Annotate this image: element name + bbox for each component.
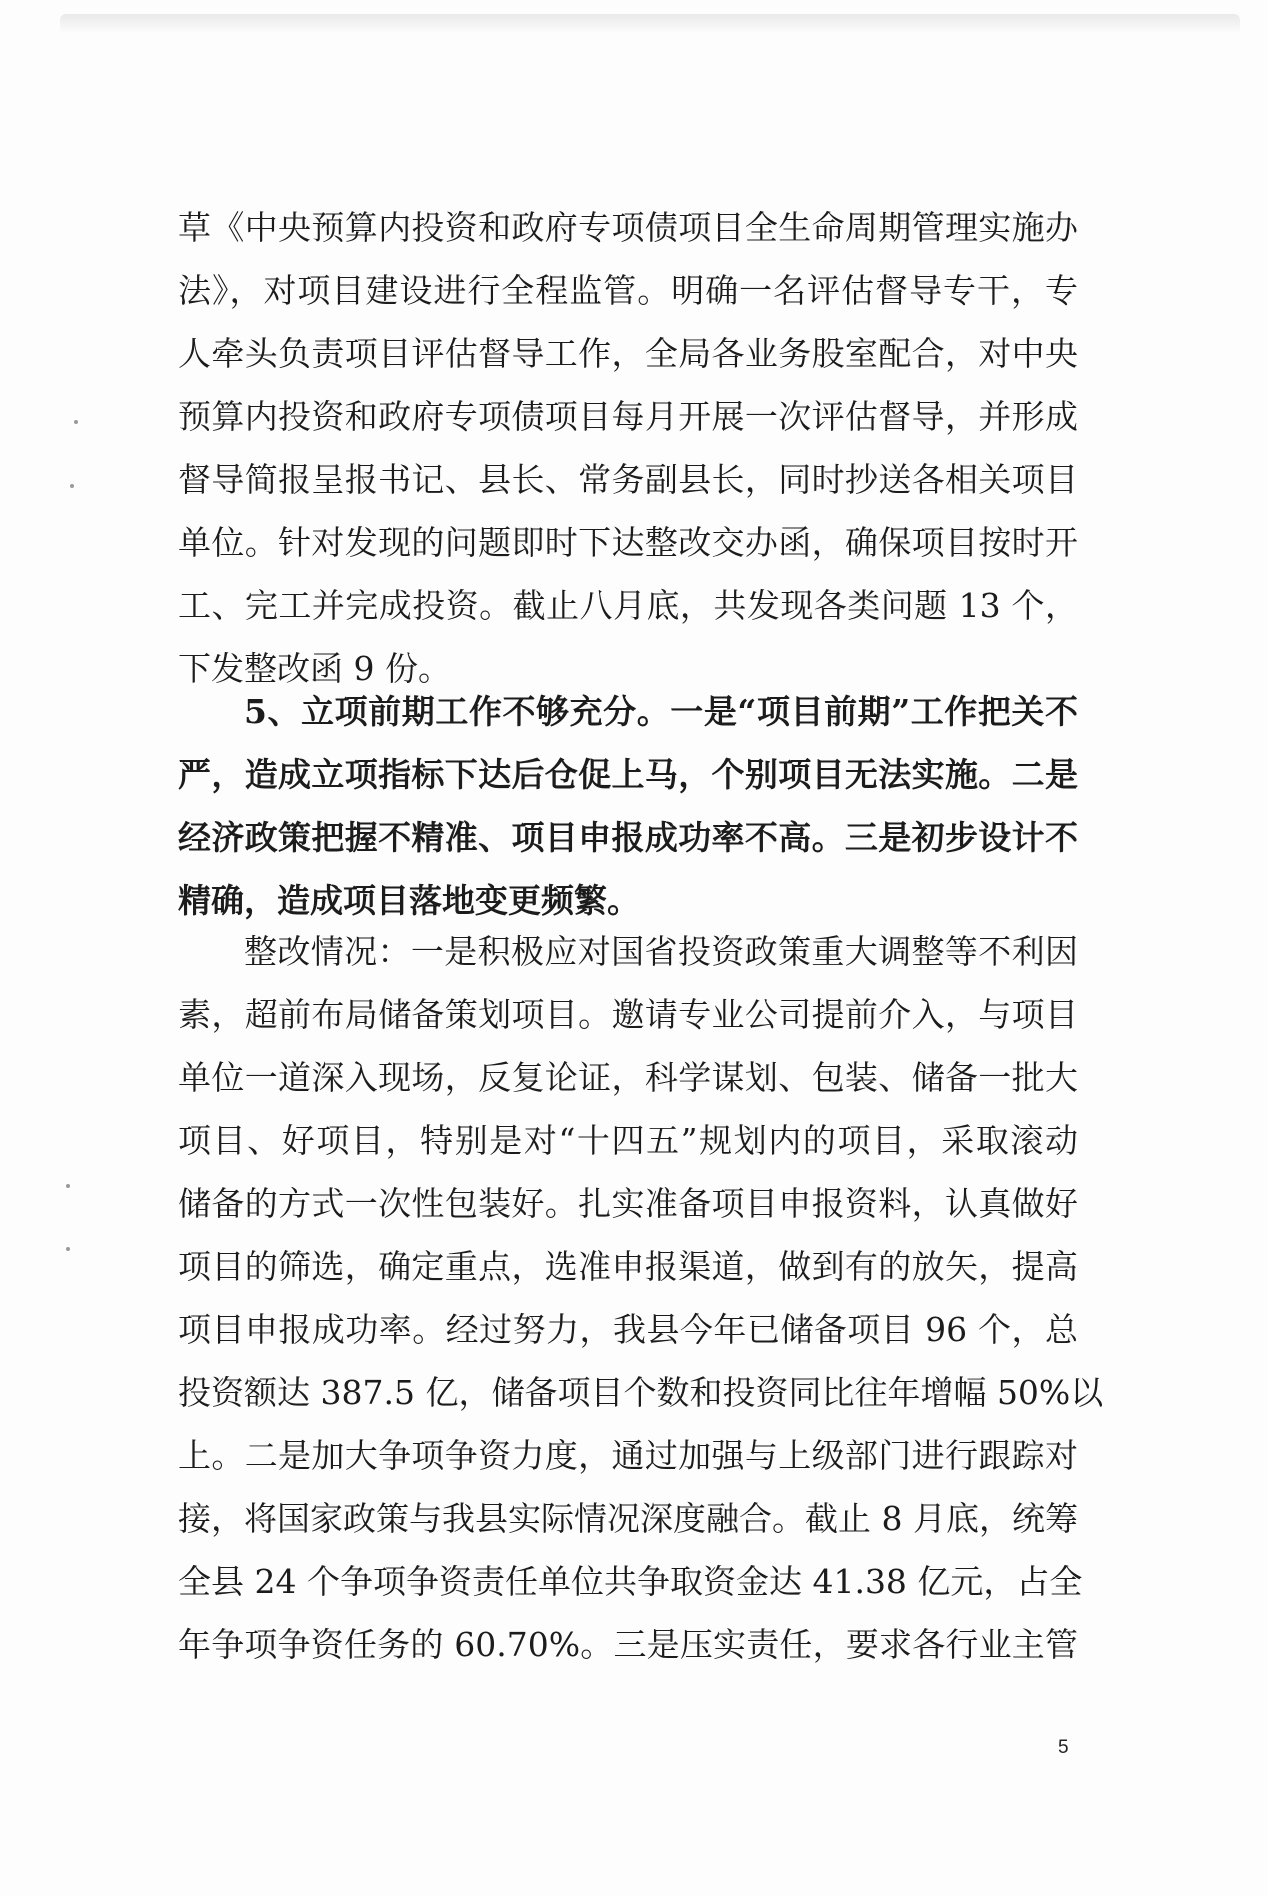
text-line: 草《中央预算内投资和政府专项债项目全生命周期管理实施办 bbox=[178, 208, 1078, 247]
text-line: 年争项争资任务的 60.70%。三是压实责任，要求各行业主管 bbox=[178, 1625, 1078, 1664]
text-line: 严，造成立项指标下达后仓促上马，个别项目无法实施。二是 bbox=[178, 755, 1078, 794]
text-line: 经济政策把握不精准、项目申报成功率不高。三是初步设计不 bbox=[178, 818, 1078, 857]
text-line: 项目的筛选，确定重点，选准申报渠道，做到有的放矢，提高 bbox=[178, 1247, 1078, 1286]
text-line: 法》，对项目建设进行全程监管。明确一名评估督导专干，专 bbox=[178, 271, 1078, 310]
scan-speck bbox=[70, 484, 74, 488]
text-line: 储备的方式一次性包装好。扎实准备项目申报资料，认真做好 bbox=[178, 1184, 1078, 1223]
issue-heading-paragraph bbox=[178, 680, 1078, 932]
text-line: 接，将国家政策与我县实际情况深度融合。截止 8 月底，统筹 bbox=[178, 1499, 1078, 1538]
page-number: 5 bbox=[1058, 1737, 1069, 1758]
text-line: 整改情况：一是积极应对国省投资政策重大调整等不利因 bbox=[244, 932, 1078, 971]
text-line: 投资额达 387.5 亿，储备项目个数和投资同比往年增幅 50%以 bbox=[178, 1373, 1104, 1412]
text-line: 全县 24 个争项争资责任单位共争取资金达 41.38 亿元，占全 bbox=[178, 1562, 1083, 1601]
text-line: 上。二是加大争项争资力度，通过加强与上级部门进行跟踪对 bbox=[178, 1436, 1078, 1475]
scan-speck bbox=[66, 1247, 70, 1251]
rectification-paragraph bbox=[178, 920, 1104, 1676]
text-line: 预算内投资和政府专项债项目每月开展一次评估督导，并形成 bbox=[178, 397, 1078, 436]
text-line: 人牵头负责项目评估督导工作，全局各业务股室配合，对中央 bbox=[178, 334, 1078, 373]
text-line: 5、立项前期工作不够充分。一是“项目前期”工作把关不 bbox=[244, 692, 1078, 731]
text-line: 督导简报呈报书记、县长、常务副县长，同时抄送各相关项目 bbox=[178, 460, 1078, 499]
scan-speck bbox=[74, 420, 78, 424]
scan-speck bbox=[66, 1184, 70, 1188]
text-line: 工、完工并完成投资。截止八月底，共发现各类问题 13 个， bbox=[178, 586, 1078, 625]
text-line: 单位一道深入现场，反复论证，科学谋划、包装、储备一批大 bbox=[178, 1058, 1078, 1097]
scan-edge-shadow bbox=[60, 14, 1240, 34]
text-line: 精确，造成项目落地变更频繁。 bbox=[178, 881, 640, 920]
paragraph-continuation bbox=[178, 196, 1078, 700]
text-line: 素，超前布局储备策划项目。邀请专业公司提前介入，与项目 bbox=[178, 995, 1078, 1034]
text-line: 项目、好项目，特别是对“十四五”规划内的项目，采取滚动 bbox=[178, 1121, 1078, 1160]
text-line: 下发整改函 9 份。 bbox=[178, 649, 451, 688]
text-line: 项目申报成功率。经过努力，我县今年已储备项目 96 个，总 bbox=[178, 1310, 1078, 1349]
text-line: 单位。针对发现的问题即时下达整改交办函，确保项目按时开 bbox=[178, 523, 1078, 562]
